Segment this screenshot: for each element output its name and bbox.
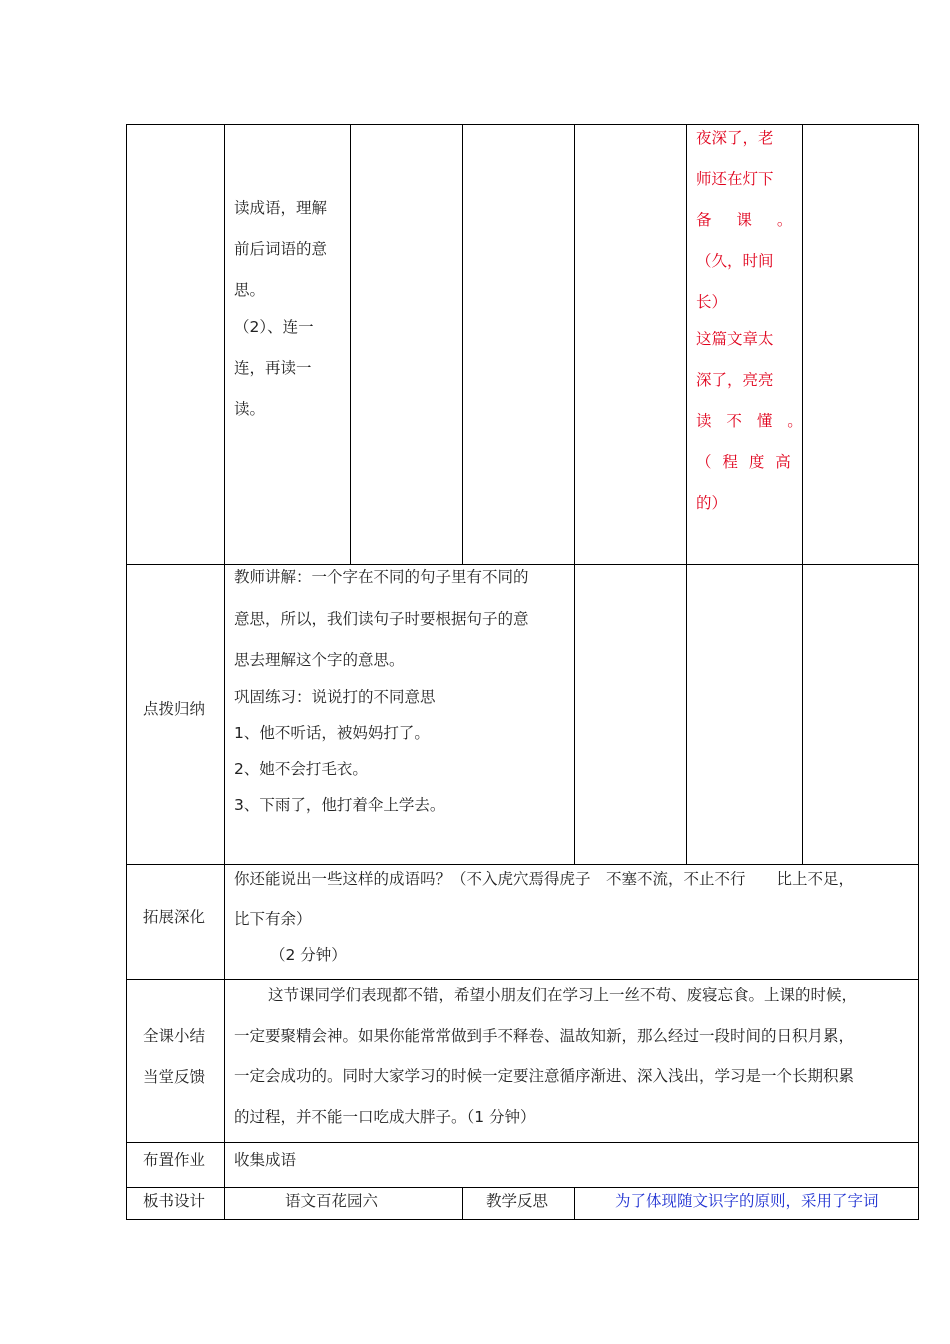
column-divider [462,124,463,565]
row-label-feedback: 当堂反馈 [143,1068,206,1086]
summary-line: 的过程，并不能一口吃成大胖子。（1 分钟） [234,1108,536,1126]
table-left-border [126,124,127,1220]
row-label-homework: 布置作业 [143,1151,206,1169]
row-divider [126,1187,919,1188]
guide-line: 2、她不会打毛衣。 [234,760,368,778]
learning-text-line: 前后词语的意 [234,240,328,258]
expand-duration: （2 分钟） [270,946,347,964]
table-right-border [918,124,919,1220]
example-red-line: 读 不 懂 。 [696,412,803,430]
board-content: 语文百花园六 [285,1192,379,1210]
column-divider [686,124,687,865]
row-divider [126,864,919,865]
learning-text-line: 读成语，理解 [234,199,328,217]
reflection-text: 为了体现随文识字的原则，采用了字词 [615,1192,879,1210]
expand-line: 你还能说出一些这样的成语吗？（不入虎穴焉得虎子 不塞不流，不止不行 比上不足， [234,870,855,888]
column-divider [350,124,351,565]
row-divider [126,1142,919,1143]
reflection-label: 教学反思 [486,1192,549,1210]
example-red-line: 的） [696,494,728,512]
summary-line: 这节课同学们表现都不错，希望小朋友们在学习上一丝不苟、废寝忘食。上课的时候， [268,986,858,1004]
example-red-line: 长） [696,293,728,311]
example-red-line: 备 课 。 [696,211,793,229]
example-red-line: 师还在灯下 [696,170,774,188]
row-divider [126,979,919,980]
summary-line: 一定要聚精会神。如果你能常常做到手不释卷、温故知新，那么经过一段时间的日积月累， [234,1027,855,1045]
column-divider [224,124,225,1220]
guide-line: 意思，所以，我们读句子时要根据句子的意 [234,610,529,628]
row-label-guide: 点拨归纳 [143,700,206,718]
row-divider [126,564,919,565]
row-label-expand: 拓展深化 [143,908,206,926]
learning-text-line: 思。 [234,281,266,299]
example-red-line: 夜深了，老 [696,129,774,147]
example-red-line: 深了，亮亮 [696,371,774,389]
expand-line: 比下有余） [234,910,312,928]
learning-text-line: 连，再读一 [234,359,312,377]
column-divider [574,124,575,865]
guide-line: 巩固练习：说说打的不同意思 [234,688,436,706]
example-red-line: （ 程 度 高 [696,453,791,471]
row-label-summary: 全课小结 [143,1027,206,1045]
row-label-board: 板书设计 [143,1192,206,1210]
learning-text-line: （2）、连一 [234,318,314,336]
table-bottom-border [126,1219,919,1220]
guide-line: 思去理解这个字的意思。 [234,651,405,669]
example-red-line: （久，时间 [696,252,774,270]
guide-line: 1、他不听话，被妈妈打了。 [234,724,430,742]
example-red-line: 这篇文章太 [696,330,774,348]
homework-text: 收集成语 [234,1151,297,1169]
guide-line: 3、下雨了，他打着伞上学去。 [234,796,446,814]
column-divider [574,1187,575,1220]
column-divider [802,124,803,865]
learning-text-line: 读。 [234,400,266,418]
guide-line: 教师讲解：一个字在不同的句子里有不同的 [234,568,529,586]
column-divider [462,1187,463,1220]
table-top-border [126,124,919,125]
summary-line: 一定会成功的。同时大家学习的时候一定要注意循序渐进、深入浅出，学习是一个长期积累 [234,1067,855,1085]
